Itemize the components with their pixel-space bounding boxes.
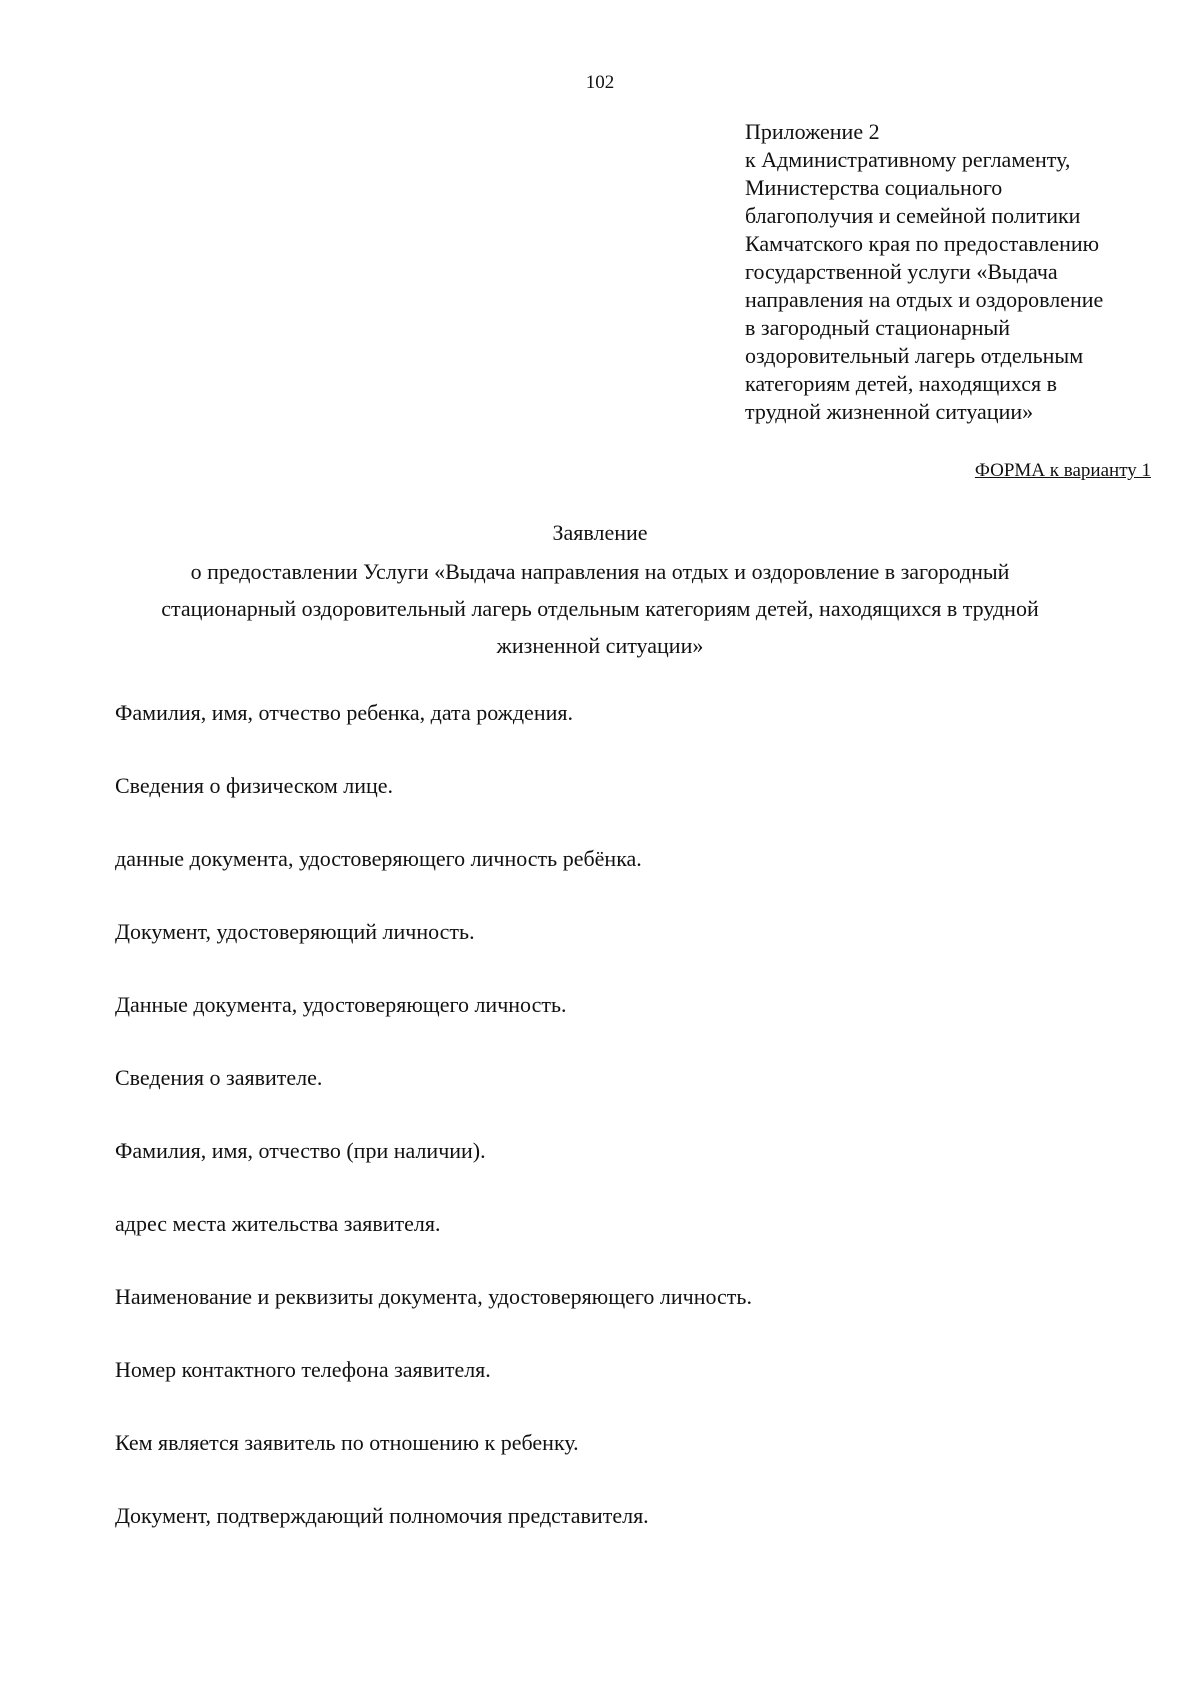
form-field-child-name: Фамилия, имя, отчество ребенка, дата рождения. (115, 700, 573, 725)
appendix-line: благополучия и семейной политики (745, 203, 1081, 228)
form-field-applicant-document: Наименование и реквизиты документа, удостоверяющего личность. (115, 1284, 752, 1309)
appendix-header (745, 118, 1165, 426)
appendix-line: Министерства социального (745, 175, 1003, 200)
statement-subtitle (0, 553, 1200, 664)
form-field-person-info: Сведения о физическом лице. (115, 773, 394, 798)
page-number: 102 (585, 72, 615, 93)
statement-subtitle-line: о предоставлении Услуги «Выдача направления на отдых и оздоровление в загородный (190, 559, 1010, 584)
appendix-line: направления на отдых и оздоровление (745, 287, 1104, 312)
form-field-applicant-name: Фамилия, имя, отчество (при наличии). (115, 1138, 486, 1163)
form-field-identity-document: Документ, удостоверяющий личность. (115, 919, 475, 944)
form-field-applicant-info: Сведения о заявителе. (115, 1065, 323, 1090)
appendix-line: оздоровительный лагерь отдельным (745, 343, 1084, 368)
form-field-representative-document: Документ, подтверждающий полномочия представителя. (115, 1503, 649, 1528)
appendix-line: к Административному регламенту, (745, 147, 1071, 172)
appendix-line: трудной жизненной ситуации» (745, 399, 1034, 424)
appendix-line: категориям детей, находящихся в (745, 371, 1058, 396)
form-field-applicant-phone: Номер контактного телефона заявителя. (115, 1357, 491, 1382)
form-field-applicant-address: адрес места жительства заявителя. (115, 1211, 441, 1236)
appendix-line: Приложение 2 (745, 119, 880, 144)
form-field-applicant-relation: Кем является заявитель по отношению к ребенку. (115, 1430, 579, 1455)
form-fields-list (115, 700, 1115, 1576)
form-variant-label: ФОРМА к варианту 1 (974, 460, 1151, 481)
statement-subtitle-line: стационарный оздоровительный лагерь отдельным категориям детей, находящихся в трудной (161, 596, 1039, 621)
form-field-child-document-data: данные документа, удостоверяющего личность ребёнка. (115, 846, 642, 871)
statement-subtitle-line: жизненной ситуации» (496, 633, 704, 658)
appendix-line: в загородный стационарный (745, 315, 1011, 340)
statement-title: Заявление (552, 520, 648, 545)
form-field-identity-document-data: Данные документа, удостоверяющего личность. (115, 992, 567, 1017)
appendix-line: государственной услуги «Выдача (745, 259, 1058, 284)
appendix-line: Камчатского края по предоставлению (745, 231, 1100, 256)
